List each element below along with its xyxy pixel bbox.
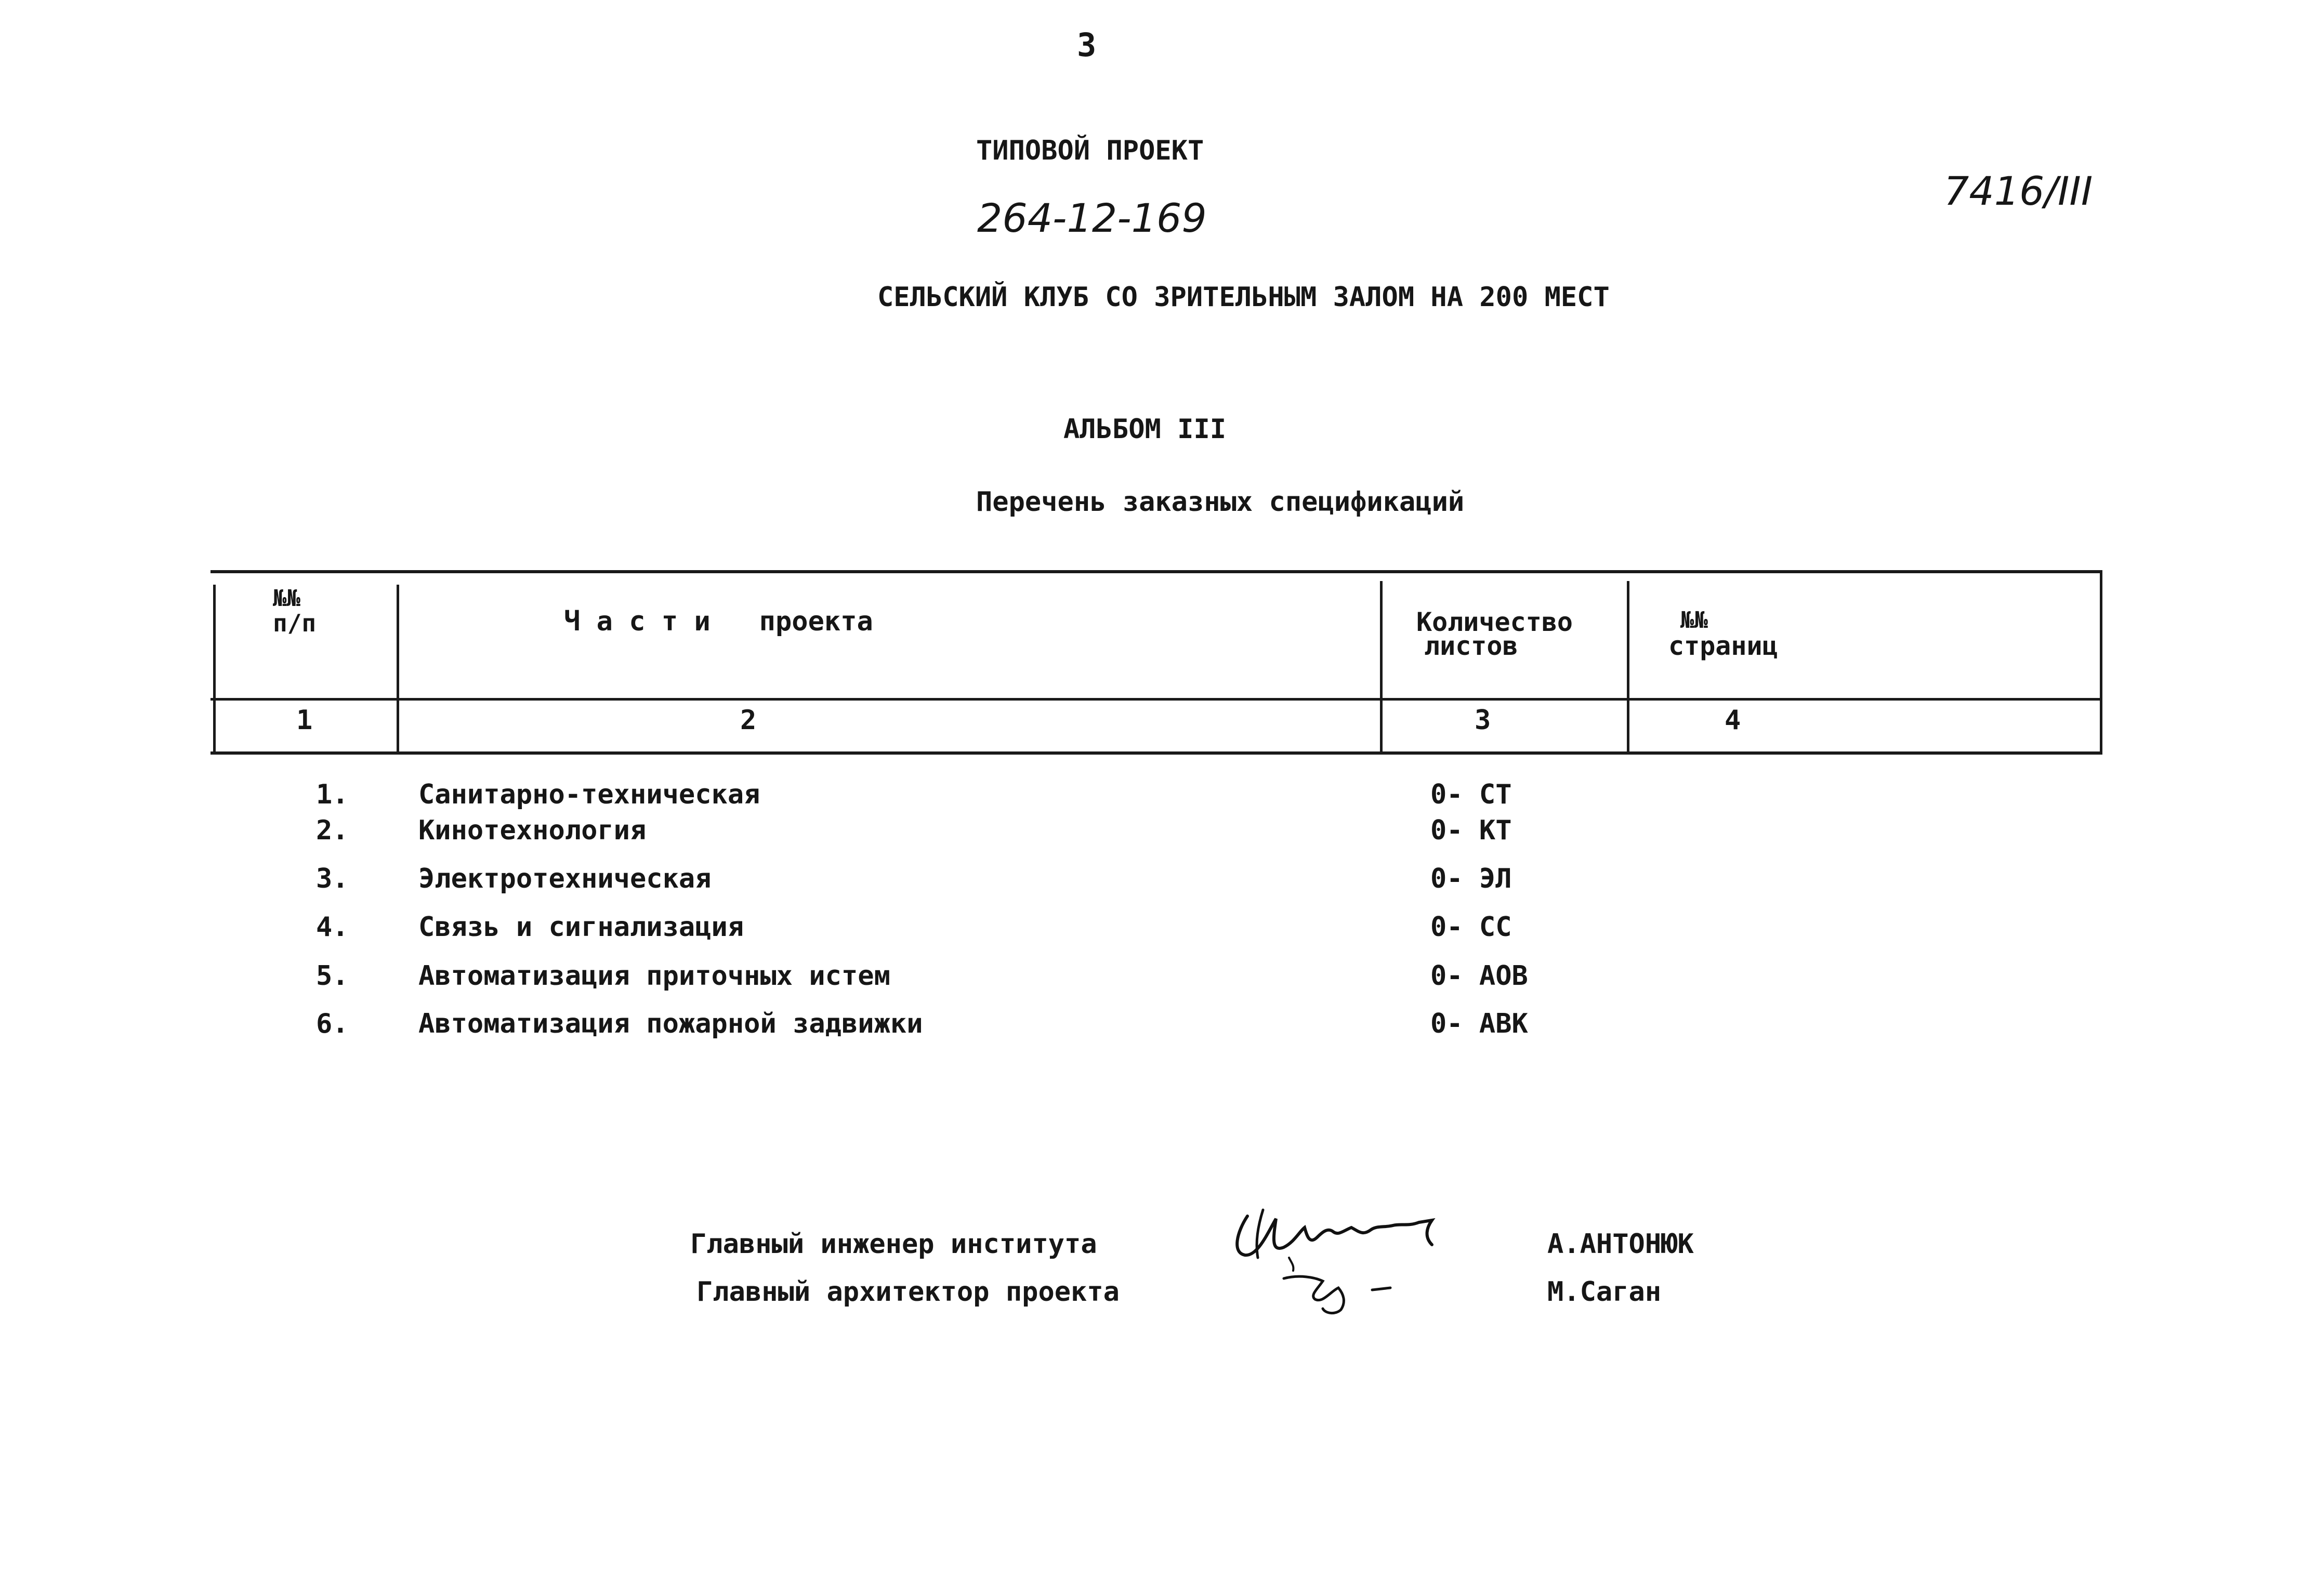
project-number: 264-12-169: [977, 195, 1207, 241]
table-right-border: [2100, 570, 2102, 755]
table-top-border: [211, 570, 2102, 573]
column-number-4: 4: [1725, 705, 1741, 736]
header-pages-line2: страниц: [1668, 631, 1778, 661]
row-number: 5.: [316, 960, 349, 992]
document-title: СЕЛЬСКИЙ КЛУБ СО ЗРИТЕЛЬНЫМ ЗАЛОМ НА 200 МЕСТ: [877, 282, 1610, 313]
header-parts: Ч а с т и проекта: [564, 606, 873, 637]
chief-architect-title: Главный архитектор проекта: [696, 1276, 1120, 1308]
row-number: 3.: [316, 863, 349, 894]
chief-architect-name: М.Саган: [1547, 1276, 1662, 1308]
header-sheets-line1: Количество: [1416, 607, 1573, 637]
table-col-divider-1: [397, 585, 399, 754]
row-part: Автоматизация пожарной задвижки: [418, 1008, 923, 1039]
row-number: 2.: [316, 815, 349, 846]
chief-engineer-name: А.АНТОНЮК: [1547, 1229, 1694, 1260]
row-part: Электротехническая: [418, 863, 712, 894]
row-part: Связь и сигнализация: [418, 912, 744, 943]
header-num-line1: №№: [273, 585, 300, 612]
column-number-1: 1: [296, 705, 313, 736]
table-col-divider-3: [1627, 581, 1629, 754]
table-bottom-border: [211, 751, 2102, 755]
header-num-line2: п/п: [273, 609, 317, 637]
chief-engineer-title: Главный инженер института: [690, 1229, 1097, 1260]
row-sheets: 0- ЭЛ: [1430, 863, 1512, 894]
row-part: Кинотехнология: [418, 815, 647, 846]
row-part: Санитарно-техническая: [418, 779, 760, 810]
header-sheets-line2: листов: [1424, 631, 1518, 661]
table-left-border: [213, 585, 216, 754]
row-number: 6.: [316, 1008, 349, 1039]
table-col-divider-2: [1380, 581, 1383, 754]
row-sheets: 0- СТ: [1430, 779, 1512, 810]
column-number-2: 2: [740, 705, 757, 736]
header-pages-line1: №№: [1680, 607, 1708, 634]
row-sheets: 0- АВК: [1430, 1008, 1528, 1039]
project-type: ТИПОВОЙ ПРОЕКТ: [976, 135, 1204, 166]
album-label: АЛЬБОМ III: [1063, 414, 1227, 445]
inventory-number: 7416/III: [1944, 168, 2093, 214]
list-subtitle: Перечень заказных спецификаций: [976, 486, 1465, 518]
row-number: 4.: [316, 912, 349, 943]
page-number: 3: [1077, 26, 1097, 64]
chief-architect-signature: [1273, 1263, 1429, 1320]
column-number-3: 3: [1475, 705, 1491, 736]
row-sheets: 0- КТ: [1430, 815, 1512, 846]
row-part: Автоматизация приточных истем: [418, 960, 890, 992]
row-sheets: 0- АОВ: [1430, 960, 1528, 992]
row-number: 1.: [316, 779, 349, 810]
row-sheets: 0- СС: [1430, 912, 1512, 943]
table-header-divider: [211, 698, 2102, 701]
